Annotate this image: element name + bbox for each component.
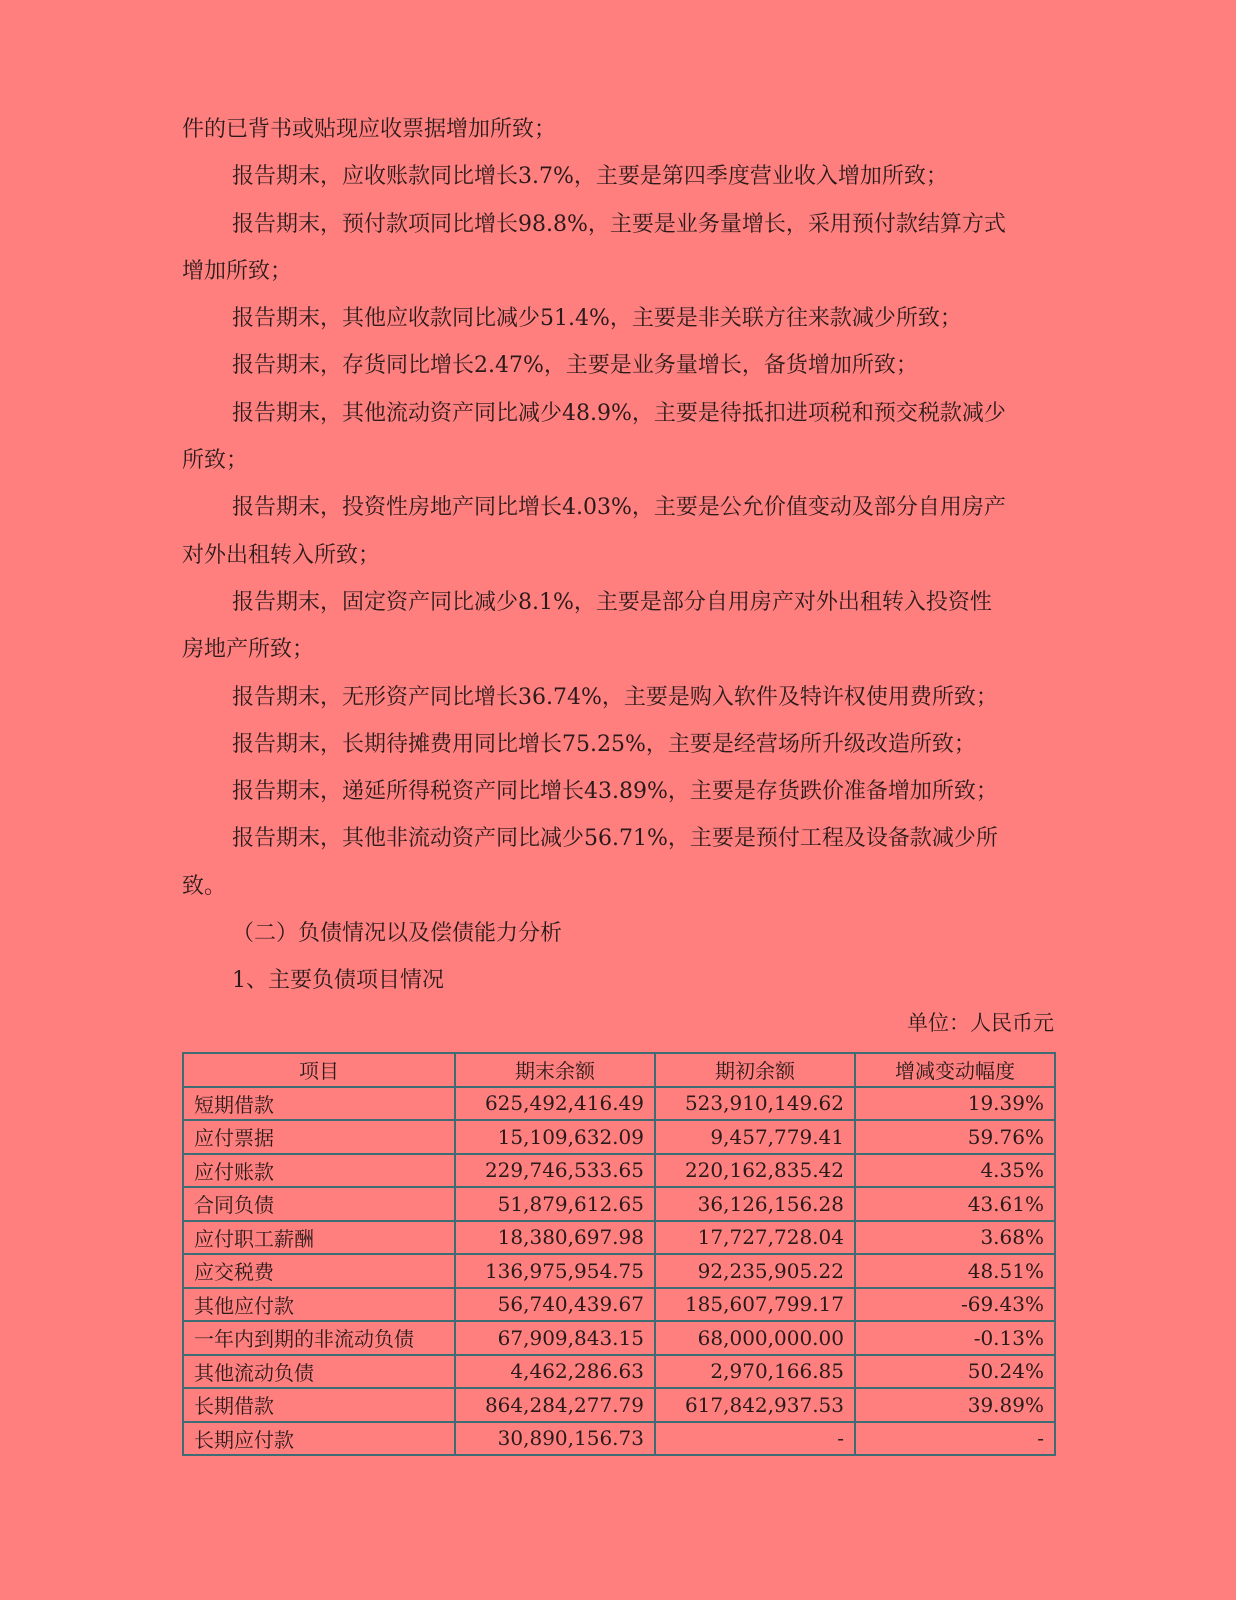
cell-item: 一年内到期的非流动负债 [183, 1321, 455, 1355]
header-item: 项目 [183, 1053, 455, 1087]
cell-opening-balance: 9,457,779.41 [655, 1120, 855, 1154]
paragraph-line: 报告期末，其他流动资产同比减少48.9%，主要是待抵扣进项税和预交税款减少 [232, 400, 1006, 426]
paragraph-line: 房地产所致； [182, 637, 315, 663]
cell-opening-balance: 68,000,000.00 [655, 1321, 855, 1355]
subsection-heading: 1、主要负债项目情况 [232, 968, 444, 994]
cell-closing-balance: 864,284,277.79 [455, 1388, 655, 1422]
cell-closing-balance: 18,380,697.98 [455, 1221, 655, 1255]
table-row [183, 1254, 1055, 1288]
paragraph-line: 报告期末，其他应收款同比减少51.4%，主要是非关联方往来款减少所致； [232, 306, 962, 332]
cell-change-rate: 39.89% [855, 1388, 1055, 1422]
cell-change-rate: - [855, 1422, 1055, 1456]
table-header-row [183, 1053, 1055, 1087]
unit-label: 单位：人民币元 [907, 1011, 1054, 1035]
paragraph-line: 报告期末，存货同比增长2.47%，主要是业务量增长，备货增加所致； [232, 353, 918, 379]
header-change-rate: 增减变动幅度 [855, 1053, 1055, 1087]
table-row [183, 1321, 1055, 1355]
cell-opening-balance: 220,162,835.42 [655, 1154, 855, 1188]
cell-change-rate: -69.43% [855, 1288, 1055, 1322]
cell-change-rate: 4.35% [855, 1154, 1055, 1188]
cell-opening-balance: 523,910,149.62 [655, 1087, 855, 1121]
paragraph-line: 报告期末，长期待摊费用同比增长75.25%，主要是经营场所升级改造所致； [232, 731, 976, 757]
table-row [183, 1221, 1055, 1255]
cell-closing-balance: 56,740,439.67 [455, 1288, 655, 1322]
cell-item: 合同负债 [183, 1187, 455, 1221]
cell-closing-balance: 67,909,843.15 [455, 1321, 655, 1355]
paragraph-line: 致。 [182, 873, 227, 899]
cell-change-rate: 48.51% [855, 1254, 1055, 1288]
cell-closing-balance: 136,975,954.75 [455, 1254, 655, 1288]
cell-opening-balance: 92,235,905.22 [655, 1254, 855, 1288]
cell-change-rate: 59.76% [855, 1120, 1055, 1154]
cell-change-rate: -0.13% [855, 1321, 1055, 1355]
table-row [183, 1154, 1055, 1188]
cell-closing-balance: 15,109,632.09 [455, 1120, 655, 1154]
paragraph-line: 报告期末，其他非流动资产同比减少56.71%，主要是预付工程及设备款减少所 [232, 826, 998, 852]
cell-closing-balance: 625,492,416.49 [455, 1087, 655, 1121]
table-row [183, 1422, 1055, 1456]
cell-item: 应交税费 [183, 1254, 455, 1288]
paragraph-line: 报告期末，应收账款同比增长3.7%，主要是第四季度营业收入增加所致； [232, 164, 948, 190]
cell-opening-balance: 36,126,156.28 [655, 1187, 855, 1221]
paragraph-line: 件的已背书或贴现应收票据增加所致； [182, 117, 557, 142]
cell-opening-balance: 617,842,937.53 [655, 1388, 855, 1422]
cell-change-rate: 19.39% [855, 1087, 1055, 1121]
cell-closing-balance: 30,890,156.73 [455, 1422, 655, 1456]
cell-item: 应付职工薪酬 [183, 1221, 455, 1255]
cell-item: 其他流动负债 [183, 1355, 455, 1389]
paragraph-line: 所致； [182, 448, 249, 474]
cell-item: 应付账款 [183, 1154, 455, 1188]
table-row [183, 1355, 1055, 1389]
cell-closing-balance: 229,746,533.65 [455, 1154, 655, 1188]
paragraph-line: 报告期末，预付款项同比增长98.8%，主要是业务量增长，采用预付款结算方式 [232, 211, 1006, 237]
table-row [183, 1187, 1055, 1221]
cell-change-rate: 3.68% [855, 1221, 1055, 1255]
cell-item: 其他应付款 [183, 1288, 455, 1322]
paragraph-line: 报告期末，递延所得税资产同比增长43.89%，主要是存货跌价准备增加所致； [232, 779, 998, 805]
cell-item: 短期借款 [183, 1087, 455, 1121]
section-heading: （二）负债情况以及偿债能力分析 [232, 921, 563, 947]
cell-opening-balance: - [655, 1422, 855, 1456]
header-opening-balance: 期初余额 [655, 1053, 855, 1087]
liabilities-table [182, 1052, 1056, 1456]
cell-closing-balance: 4,462,286.63 [455, 1355, 655, 1389]
cell-change-rate: 50.24% [855, 1355, 1055, 1389]
cell-opening-balance: 2,970,166.85 [655, 1355, 855, 1389]
table-row [183, 1120, 1055, 1154]
cell-closing-balance: 51,879,612.65 [455, 1187, 655, 1221]
cell-item: 长期借款 [183, 1388, 455, 1422]
table-row [183, 1388, 1055, 1422]
cell-opening-balance: 185,607,799.17 [655, 1288, 855, 1322]
paragraph-line: 增加所致； [182, 258, 293, 284]
paragraph-line: 对外出租转入所致； [182, 542, 381, 568]
body-text [182, 106, 1054, 1005]
paragraph-line: 报告期末，无形资产同比增长36.74%，主要是购入软件及特许权使用费所致； [232, 684, 998, 710]
cell-item: 应付票据 [183, 1120, 455, 1154]
table-row [183, 1087, 1055, 1121]
paragraph-line: 报告期末，投资性房地产同比增长4.03%，主要是公允价值变动及部分自用房产 [232, 495, 1006, 521]
table-row [183, 1288, 1055, 1322]
header-closing-balance: 期末余额 [455, 1053, 655, 1087]
cell-opening-balance: 17,727,728.04 [655, 1221, 855, 1255]
paragraph-line: 报告期末，固定资产同比减少8.1%，主要是部分自用房产对外出租转入投资性 [232, 589, 992, 615]
cell-item: 长期应付款 [183, 1422, 455, 1456]
cell-change-rate: 43.61% [855, 1187, 1055, 1221]
